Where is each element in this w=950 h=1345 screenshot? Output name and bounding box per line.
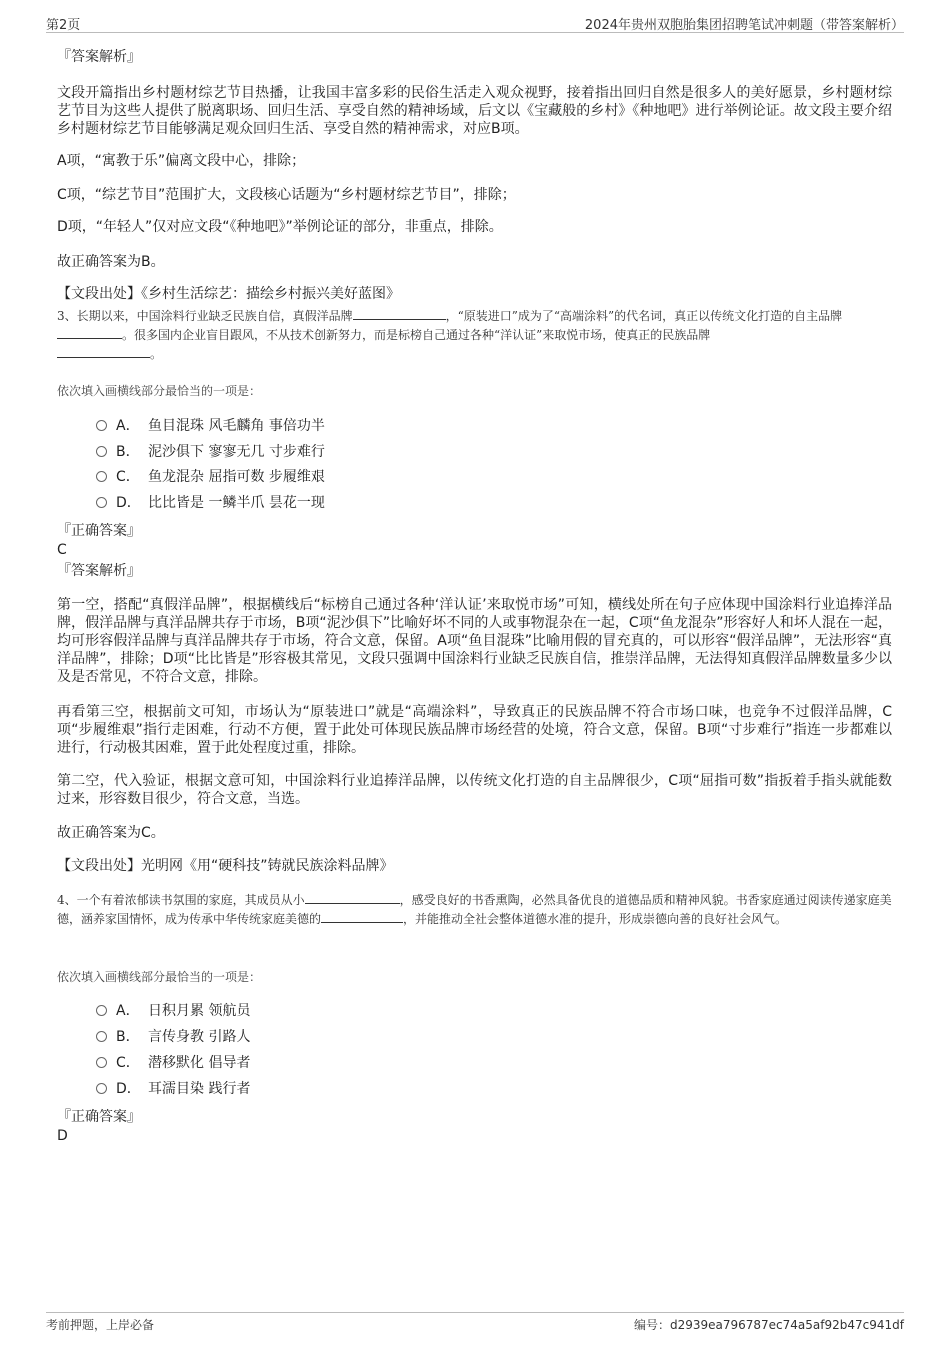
analysis-paragraph: 第一空，搭配“真假洋品牌”，根据横线后“标榜自己通过各种‘洋认证’来取悦市场”可知，横线处所在句子应体现中国涂料行业追捧洋品牌，假洋品牌与真洋品牌共存于市场，B项“泥沙俱下”比喻好坏不同的人或事物混杂在一起，C项“鱼龙混杂”形容好人和坏人混在一起，均可形容假洋品牌与真洋品牌共存于市场，符合文意，保留。A项“鱼目混珠”比喻用假的冒充真的，可以形容“假洋品牌”，无法形容“真洋品牌”，排除；D项“比比皆是”形容极其常见，文段只强调中国涂料行业缺乏民族自信，推崇洋品牌，无法得知真假洋品牌数量多少以及是否常见，不符合文意，排除。 bbox=[57, 597, 892, 685]
correct-answer: C bbox=[57, 542, 67, 558]
analysis-label: 『答案解析』 bbox=[57, 49, 141, 65]
analysis-paragraph: D项，“年轻人”仅对应文段“《种地吧》”举例论证的部分，非重点，排除。 bbox=[57, 219, 503, 235]
analysis-paragraph: C项，“综艺节目”范围扩大，文段核心话题为“乡村题材综艺节目”，排除； bbox=[57, 187, 516, 203]
source-citation: 【文段出处】光明网《用“硬科技”铸就民族涂料品牌》 bbox=[57, 858, 394, 874]
correct-answer-label: 『正确答案』 bbox=[57, 1109, 141, 1125]
source-citation: 【文段出处】《乡村生活综艺：描绘乡村振兴美好蓝图》 bbox=[57, 286, 400, 302]
option-d[interactable]: D． 耳濡目染 践行者 bbox=[96, 1080, 250, 1098]
fill-blank bbox=[57, 345, 150, 358]
answer-statement: 故正确答案为B。 bbox=[57, 254, 165, 270]
question-instruction: 依次填入画横线部分最恰当的一项是： bbox=[57, 970, 262, 984]
fill-blank bbox=[57, 326, 122, 339]
option-b[interactable]: B． 泥沙俱下 寥寥无几 寸步难行 bbox=[96, 443, 325, 461]
radio-icon[interactable] bbox=[96, 1057, 107, 1068]
correct-answer-label: 『正确答案』 bbox=[57, 523, 141, 539]
radio-icon[interactable] bbox=[96, 497, 107, 508]
correct-answer: D bbox=[57, 1128, 68, 1144]
option-a[interactable]: A． 鱼目混珠 风毛麟角 事倍功半 bbox=[96, 417, 325, 435]
question-3-stem: 3、长期以来，中国涂料行业缺乏民族自信，真假洋品牌 ，“原装进口”成为了“高端涂料”的代名词，真正以传统文化打造的自主品牌。很多国内企业盲目跟风，不从技术创新努力，而是标榜自己通过各种“洋认证”来取悦市场，使真正的民族品牌 。 bbox=[57, 309, 843, 361]
document-id: 编号：d2939ea796787ec74a5af92b47c941df bbox=[633, 1318, 904, 1332]
radio-icon[interactable] bbox=[96, 471, 107, 482]
radio-icon[interactable] bbox=[96, 446, 107, 457]
fill-blank bbox=[321, 910, 403, 923]
radio-icon[interactable] bbox=[96, 1005, 107, 1016]
question-instruction: 依次填入画横线部分最恰当的一项是： bbox=[57, 384, 262, 398]
option-a[interactable]: A． 日积月累 领航员 bbox=[96, 1002, 250, 1020]
document-title: 2024年贵州双胞胎集团招聘笔试冲刺题（带答案解析） bbox=[584, 18, 904, 33]
question-4-stem: 4、一个有着浓郁读书氛围的家庭，其成员从小 ，感受良好的书香熏陶，必然具备优良的道德品质和精神风貌。书香家庭通过阅读传递家庭美德，涵养家国情怀，成为传承中华传统家庭美德的 ，并能推动全社会整体道德水准的提升，形成崇德向善的良好社会风气。 bbox=[57, 893, 892, 926]
radio-icon[interactable] bbox=[96, 1083, 107, 1094]
page-footer bbox=[46, 1312, 904, 1332]
option-c[interactable]: C． 潜移默化 倡导者 bbox=[96, 1054, 250, 1072]
fill-blank bbox=[353, 307, 446, 320]
analysis-paragraph: A项，“寓教于乐”偏离文段中心，排除； bbox=[57, 153, 306, 169]
analysis-label: 『答案解析』 bbox=[57, 563, 141, 579]
page-number: 第2页 bbox=[46, 18, 81, 33]
analysis-paragraph: 第二空，代入验证，根据文意可知，中国涂料行业追捧洋品牌，以传统文化打造的自主品牌很少，C项“屈指可数”指扳着手指头就能数过来，形容数目很少，符合文意，当选。 bbox=[57, 773, 892, 807]
answer-statement: 故正确答案为C。 bbox=[57, 825, 165, 841]
analysis-paragraph: 再看第三空，根据前文可知，市场认为“原装进口”就是“高端涂料”，导致真正的民族品牌不符合市场口味，也竞争不过假洋品牌，C项“步履维艰”指行走困难，行动不方便，置于此处可体现民族品牌市场经营的处境，符合文意，保留。B项“寸步难行”指连一步都难以进行，行动极其困难，置于此处程度过重，排除。 bbox=[57, 704, 892, 756]
radio-icon[interactable] bbox=[96, 1031, 107, 1042]
fill-blank bbox=[305, 891, 400, 904]
footer-slogan: 考前押题，上岸必备 bbox=[46, 1318, 155, 1332]
analysis-paragraph: 文段开篇指出乡村题材综艺节目热播，让我国丰富多彩的民俗生活走入观众视野，接着指出回归自然是很多人的美好愿景，乡村题材综艺节目为这些人提供了脱离职场、回归生活、享受自然的精神场域，后文以《宝藏般的乡村》《种地吧》进行举例论证。故文段主要介绍乡村题材综艺节目能够满足观众回归生活、享受自然的精神需求，对应B项。 bbox=[57, 85, 892, 137]
page-header bbox=[46, 12, 904, 33]
option-c[interactable]: C． 鱼龙混杂 屈指可数 步履维艰 bbox=[96, 468, 325, 486]
option-d[interactable]: D． 比比皆是 一鳞半爪 昙花一现 bbox=[96, 494, 325, 512]
radio-icon[interactable] bbox=[96, 420, 107, 431]
option-b[interactable]: B． 言传身教 引路人 bbox=[96, 1028, 250, 1046]
